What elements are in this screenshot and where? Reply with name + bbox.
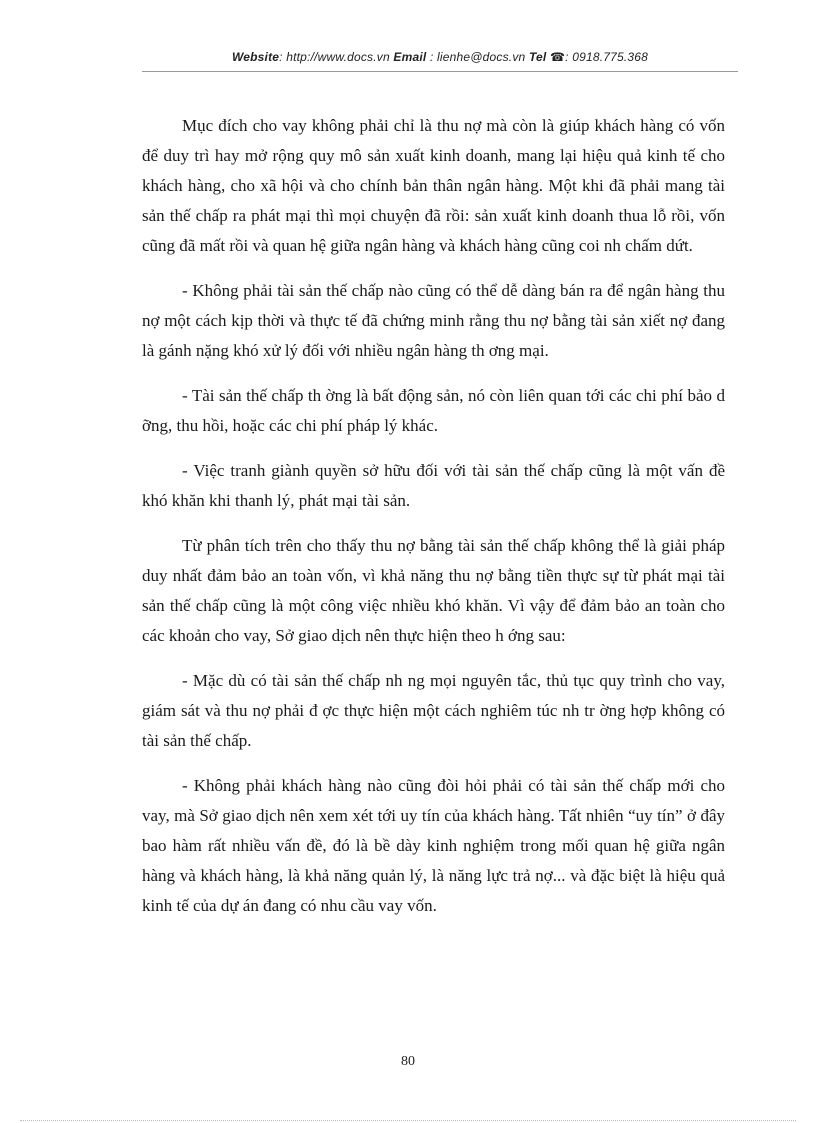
tel-value: : 0918.775.368 [565,50,649,64]
paragraph: - Việc tranh giành quyền sở hữu đối với tài sản thế chấp cũng là một vấn đề khó khăn khi thanh lý, phát mại tài sản. [142,461,725,510]
website-label: Website [231,50,280,64]
paragraph: - Không phải tài sản thế chấp nào cũng có thể dễ dàng bán ra để ngân hàng thu nợ một cách kịp thời và thực tế đã chứng minh rằng thu nợ bằng tài sản xiết nợ đang là gánh nặng khó xử lý đối với nhiều ngân hàng th ơng mại. [142,281,725,360]
email-value: : lienhe@docs.vn [429,50,526,64]
paragraph: Mục đích cho vay không phải chỉ là thu nợ mà còn là giúp khách hàng có vốn để duy trì hay mở rộng quy mô sản xuất kinh doanh, mang lại hiệu quả kinh tế cho khách hàng, cho xã hội và cho chính bản thân ngân hàng. Một khi đã phải mang tài sản thế chấp ra phát mại thì mọi chuyện đã rồi: sản xuất kinh doanh thua lỗ rồi, vốn cũng đã mất rồi và quan hệ giữa ngân hàng và khách hàng cũng coi nh chấm dứt. [142,116,725,255]
tel-label: Tel ☎ [528,50,566,64]
page-body [142,111,725,936]
page-bottom-divider [20,1120,796,1121]
paragraph: Từ phân tích trên cho thấy thu nợ bằng tài sản thế chấp không thể là giải pháp duy nhất đảm bảo an toàn vốn, vì khả năng thu nợ bằng tiền thực sự từ phát mại tài sản thế chấp cũng là một công việc nhiều khó khăn. Vì vậy để đảm bảo an toàn cho các khoản cho vay, Sở giao dịch nên thực hiện theo h ớng sau: [142,536,725,645]
page-number: 80 [401,1054,415,1069]
paragraph: - Mặc dù có tài sản thế chấp nh ng mọi nguyên tắc, thủ tục quy trình cho vay, giám sát và thu nợ phải đ ợc thực hiện một cách nghiêm túc nh tr ờng hợp không có tài sản thế chấp. [142,671,725,750]
paragraph: - Không phải khách hàng nào cũng đòi hỏi phải có tài sản thế chấp mới cho vay, mà Sở giao dịch nên xem xét tới uy tín của khách hàng. Tất nhiên “uy tín” ở đây bao hàm rất nhiều vấn đề, đó là bề dày kinh nghiệm trong mối quan hệ giữa ngân hàng và khách hàng, là khả năng quản lý, là năng lực trả nợ... và đặc biệt là hiệu quả kinh tế của dự án đang có nhu cầu vay vốn. [142,776,725,915]
email-label: Email [393,50,427,64]
page-header [142,50,738,64]
website-value: : http://www.docs.vn [279,50,390,64]
header-divider [142,71,738,72]
paragraph: - Tài sản thế chấp th ờng là bất động sản, nó còn liên quan tới các chi phí bảo d ỡng, thu hồi, hoặc các chi phí pháp lý khác. [142,386,725,435]
